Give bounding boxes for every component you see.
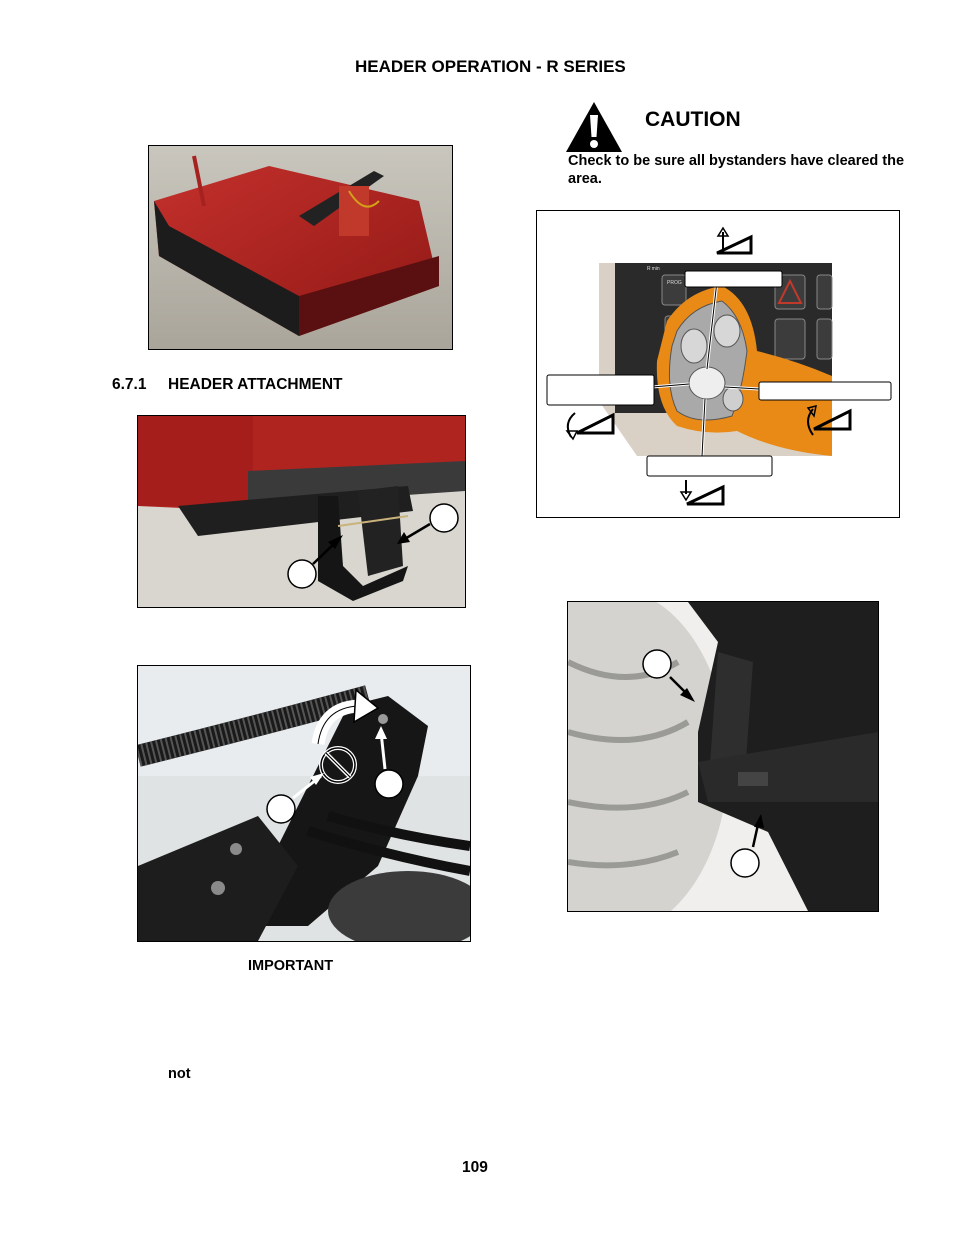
section-heading xyxy=(112,376,343,394)
panel-label-prog: PROG xyxy=(667,280,682,286)
caution-message: Check to be sure all bystanders have cleared the area. xyxy=(568,153,905,187)
attachment-photo xyxy=(137,415,466,608)
page-header-title: HEADER OPERATION - R SERIES xyxy=(355,57,626,76)
caution-heading: CAUTION xyxy=(645,108,741,131)
emphasis-not: not xyxy=(168,1066,191,1082)
section-number: 6.7.1 xyxy=(112,376,147,393)
page-number: 109 xyxy=(462,1159,488,1176)
panel-label-rmin: R min xyxy=(647,266,660,272)
hitch-photo xyxy=(567,601,879,912)
important-label: IMPORTANT xyxy=(248,958,334,974)
section-title: HEADER ATTACHMENT xyxy=(168,376,343,393)
linkage-photo xyxy=(137,665,471,942)
control-panel-diagram xyxy=(536,210,900,518)
warning-triangle-icon xyxy=(565,101,623,153)
header-photo xyxy=(148,145,453,350)
